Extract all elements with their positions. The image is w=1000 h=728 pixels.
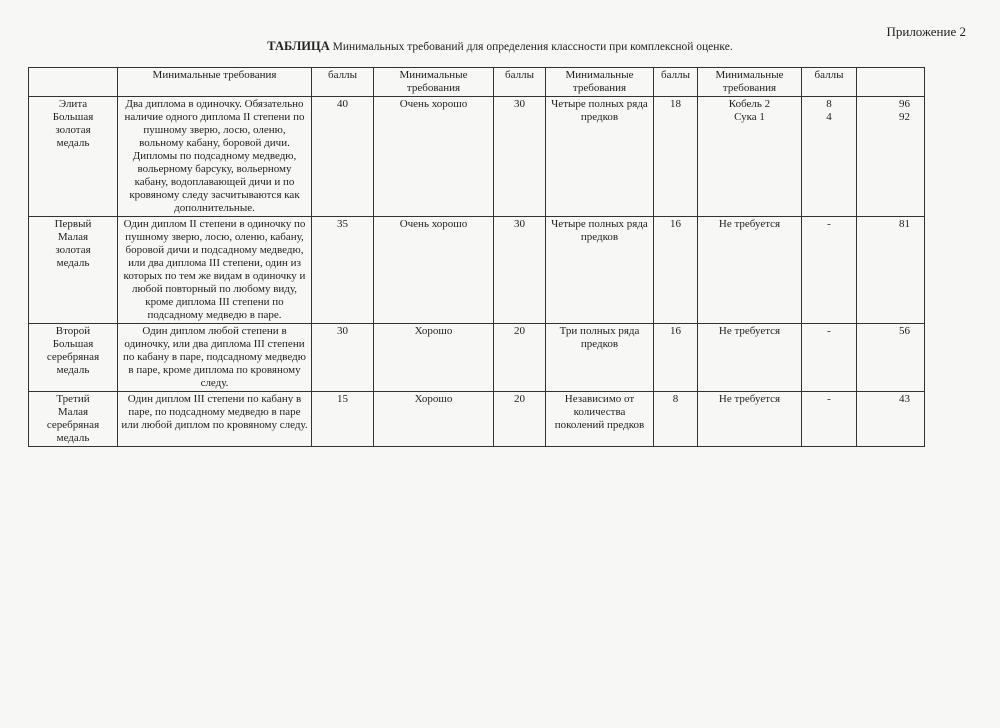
offspring-requirement: Не требуется [698,324,802,392]
offspring-requirement: Не требуется [698,217,802,324]
diplomas-score: 40 [312,97,374,217]
title-text: Минимальных требований для определения классности при комплексной оценке. [332,41,733,53]
class-cell: Первый Малая золотая медаль [29,217,118,324]
diplomas-score: 35 [312,217,374,324]
offspring-score: - [802,324,857,392]
table-row [29,217,925,324]
exterior-score: 30 [494,97,546,217]
pedigree-requirement: Четыре полных ряда предков [546,97,654,217]
header-row [29,68,925,97]
table-row [29,324,925,392]
pedigree-score: 16 [654,217,698,324]
header-req-pedigree: Минимальные требования [546,68,654,97]
table-row [29,97,925,217]
pedigree-requirement: Четыре полных ряда предков [546,217,654,324]
header-score-offspring: баллы [802,68,857,97]
header-req-exterior: Минимальные требования [374,68,494,97]
header-req-diplomas: Минимальные требования [118,68,312,97]
header-score-pedigree: баллы [654,68,698,97]
header-score-diplomas: баллы [312,68,374,97]
pedigree-score: 18 [654,97,698,217]
requirements-table [28,67,925,447]
class-cell: Второй Большая серебряная медаль [29,324,118,392]
exterior-score: 20 [494,392,546,447]
diplomas-requirement: Один диплом III степени по кабану в паре, по подсадному медведю в паре или любой диплом по кровяному следу. [118,392,312,447]
diplomas-requirement: Два диплома в одиночку. Обязательно наличие одного диплома II степени по пушному зверю, лосю, оленю, вольному кабану, боровой дичи. Дипломы по подсадному медведю, вольерному барсуку, вольерному кабану, водоплавающей дичи и по кровяному следу засчитываются как дополнительные. [118,97,312,217]
header-req-offspring: Минимальные требования [698,68,802,97]
title-bold: ТАБЛИЦА [267,39,330,53]
appendix-label: Приложение 2 [886,24,966,39]
offspring-score: - [802,392,857,447]
total-score: 43 [857,392,925,447]
table-row [29,392,925,447]
offspring-score: - [802,217,857,324]
offspring-requirement: Не требуется [698,392,802,447]
header-total [857,68,925,97]
exterior-requirement: Хорошо [374,392,494,447]
offspring-requirement: Кобель 2 Сука 1 [698,97,802,217]
offspring-score: 8 4 [802,97,857,217]
exterior-score: 20 [494,324,546,392]
diplomas-score: 30 [312,324,374,392]
table-title [0,39,1000,54]
header-class [29,68,118,97]
exterior-score: 30 [494,217,546,324]
diplomas-requirement: Один диплом II степени в одиночку по пушному зверю, лосю, оленю, кабану, боровой дичи и подсадному медведю, или два диплома III степени, один из которых по тем же видам в одиночку и любой повторный по любому виду, кроме диплома III степени по подсадному медведю в паре. [118,217,312,324]
pedigree-requirement: Независимо от количества поколений предков [546,392,654,447]
total-score: 81 [857,217,925,324]
pedigree-score: 8 [654,392,698,447]
exterior-requirement: Хорошо [374,324,494,392]
header-score-exterior: баллы [494,68,546,97]
class-cell: Элита Большая золотая медаль [29,97,118,217]
total-score: 56 [857,324,925,392]
pedigree-requirement: Три полных ряда предков [546,324,654,392]
diplomas-score: 15 [312,392,374,447]
diplomas-requirement: Один диплом любой степени в одиночку, или два диплома III степени по кабану в паре, подсадному медведю в паре, кроме диплома по кровяному следу. [118,324,312,392]
total-score: 96 92 [857,97,925,217]
class-cell: Третий Малая серебряная медаль [29,392,118,447]
pedigree-score: 16 [654,324,698,392]
exterior-requirement: Очень хорошо [374,217,494,324]
exterior-requirement: Очень хорошо [374,97,494,217]
